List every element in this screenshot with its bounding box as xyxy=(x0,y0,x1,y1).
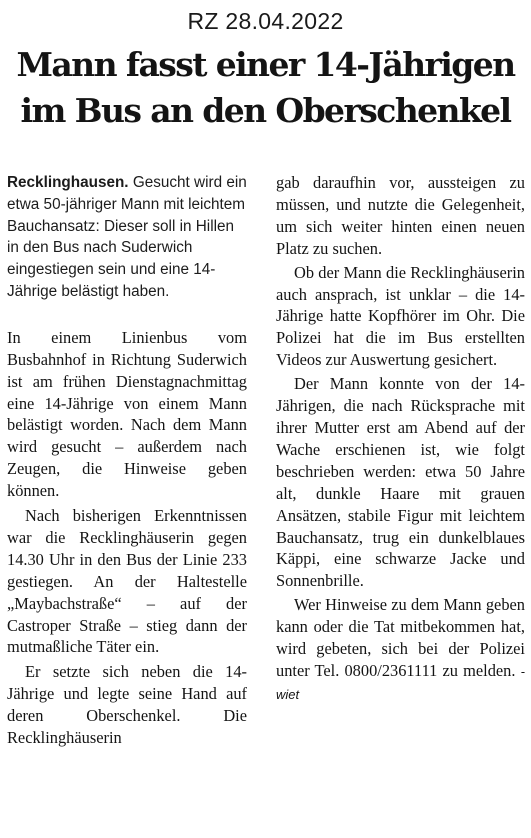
body-paragraph-5: Der Mann konnte von der 14-Jährigen, die nach Rücksprache mit ihrer Mutter erst am Abend auf der Wache erschienen ist, wie folgt beschrieben werden: etwa 50 Jahre alt, dunkle Haare mit grauen Ansätzen, stabile Figur mit leichtem Bauchansatz, trug ein dunkelblaues Käppi, eine schwarze Jacke und Sonnenbrille. xyxy=(276,374,525,591)
headline: Mann fasst einer 14-Jährigen im Bus an den Oberschenkel xyxy=(16,45,515,130)
lead-paragraph xyxy=(7,172,247,303)
body-paragraph-3-continued: gab daraufhin vor, aussteigen zu müssen, und nutzte die Gelegenheit, um sich weiter hinten einen neuen Platz zu suchen. xyxy=(276,173,525,258)
article-column-left xyxy=(7,172,247,752)
body-paragraph-3: Er setzte sich neben die 14-Jährige und legte seine Hand auf deren Oberschenkel. Die Recklinghäuserin xyxy=(7,662,247,748)
body-paragraph-2: Nach bisherigen Erkenntnissen war die Recklinghäuserin gegen 14.30 Uhr in den Bus der Linie 233 gestiegen. An der Haltestelle „Maybachstraße“ – auf der Castroper Straße – stieg dann der mutmaßliche Täter ein. xyxy=(7,506,247,657)
author-signature: -wiet xyxy=(276,663,525,702)
closing-text: Wer Hinweise zu dem Mann geben kann oder die Tat mitbekommen hat, wird gebeten, sich bei der Polizei unter Tel. 0800/2361111 zu melden. xyxy=(276,595,525,680)
dateline: RZ 28.04.2022 xyxy=(187,8,344,34)
article-column-right xyxy=(276,172,525,708)
lead-text: Gesucht wird ein etwa 50-jähriger Mann mit leichtem Bauchansatz: Dieser soll in Hillen in den Bus nach Suderwich eingestiegen sein und eine 14-Jährige belästigt haben. xyxy=(7,174,247,300)
body-paragraph-6 xyxy=(276,594,525,706)
body-paragraph-1: In einem Linienbus vom Busbahnhof in Richtung Suderwich ist am frühen Dienstagnachmittag eine 14-Jährige von einem Mann belästigt worden. Nach dem Mann wird gesucht – außerdem nach Zeugen, die Hinweise geben können. xyxy=(7,327,247,501)
lead-location: Recklinghausen. xyxy=(7,174,129,191)
body-paragraph-4: Ob der Mann die Recklinghäuserin auch ansprach, ist unklar – die 14-Jährige hatte Kopfhörer im Ohr. Die Polizei hat die im Bus erstellten Videos zur Auswertung gesichert. xyxy=(276,262,525,370)
